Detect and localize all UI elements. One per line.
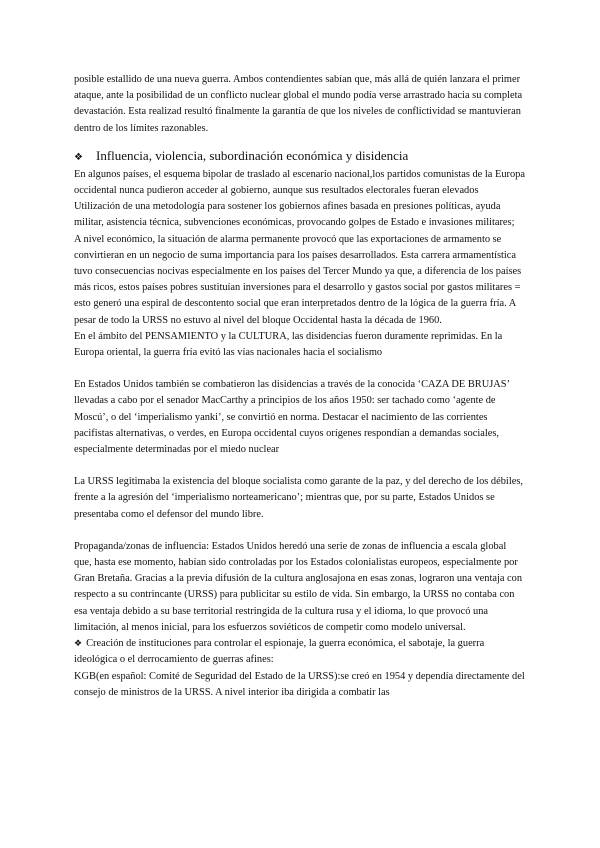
paragraph-institutions-text: Creación de instituciones para controlar el espionaje, la guerra económica, el sabotaje, la guerra ideológica o el derrocamiento de guerras afines: bbox=[74, 638, 485, 666]
paragraph-methodology: Utilización de una metodología para sostener los gobiernos afines basada en presiones políticas, ayuda militar, asistencia técnica, subvenciones económicas, provocando golpes de Estado e invasiones militares; bbox=[74, 201, 515, 229]
paragraph-economic-level: A nivel económico, la situación de alarma permanente provocó que las exportaciones de armamento se convirtieran en un negocio de suma importancia para los países desarrollados. Esta carrera armamentística tuvo consecuencias nocivas especialmente en los países del Tercer Mundo ya que, a diferencia de los países más ricos, estos países pobres sustituían inversiones para el desarrollo y gastos social por gastos militares = esto generó una espiral de descontento social que eran interpretados dentro de la lógica de la guerra fría. A pesar de todo la URSS no estuvo al nivel del bloque Occidental hasta la década de 1960. bbox=[74, 233, 522, 326]
paragraph-bipolar-scheme: En algunos países, el esquema bipolar de traslado al escenario nacional,los partidos comunistas de la Europa occidental nunca pudieron acceder al gobierno, aunque sus resultados electorales fueran elevados bbox=[74, 168, 525, 197]
paragraph-propaganda: Propaganda/zonas de influencia: Estados Unidos heredó una serie de zonas de influencia a escala global que, hasta ese momento, habían sido controladas por los Estados colonialistas europeos, especialmente por Gran Bretaña. Gracias a la previa difusión de la cultura anglosajona en esas zonas, lograron una ventaja con respecto a su contrincante (URSS) para publicitar su estilo de vida. Sin embargo, la URSS no contaba con esa ventaja debido a su base territorial restringida de la cultura rusa y el idioma, lo que provocó una limitación, al menos inicial, para los esfuerzos soviéticos de competir como modelo universal. bbox=[74, 540, 523, 633]
paragraph-kgb: KGB(en español: Comité de Seguridad del Estado de la URSS):se creó en 1954 y dependía directamente del consejo de ministros de la URSS. A nivel interior iba dirigida a combatir las bbox=[74, 670, 525, 698]
diamond-bullet-icon: ❖ bbox=[74, 151, 83, 163]
diamond-bullet-icon: ❖ bbox=[74, 639, 83, 650]
section-heading-text: Influencia, violencia, subordinación económica y disidencia bbox=[96, 147, 409, 163]
document-page bbox=[74, 72, 526, 701]
paragraph-urss-legitimacy: La URSS legitimaba la existencia del bloque socialista como garante de la paz, y del derecho de los débiles, frente a la agresión del ‘imperialismo norteamericano’; mientras que, por su parte, Estados Unidos se presentaba como el defensor del mundo libre. bbox=[74, 476, 523, 520]
paragraph-united-states-dissidence: En Estados Unidos también se combatieron las disidencias a través de la conocida ‘CAZA DE BRUJAS’ llevadas a cabo por el senador MacCarthy a principios de los años 1950: ser tachado como ‘agente de Moscú’, o del ‘imperialismo yanki’, se convirtió en norma. Destacar el nacimiento de las corrientes pacifistas alternativas, o verdes, en Europa occidental cuyos orígenes respondían a demandas sociales, especialmente determinadas por el miedo nuclear bbox=[74, 379, 510, 456]
paragraph-gap bbox=[74, 458, 526, 474]
paragraph-gap bbox=[74, 523, 526, 539]
paragraph-institutions bbox=[74, 636, 526, 668]
paragraph-gap bbox=[74, 361, 526, 377]
paragraph-nuclear-deterrence: posible estallido de una nueva guerra. Ambos contendientes sabían que, más allá de quién lanzara el primer ataque, ante la posibilidad de un conflicto nuclear global el mundo podía verse arrastrado hacia su completa devastación. Esta realizad resultó finalmente la garantía de que los niveles de conflictividad se mantuvieran dentro de los límites razonables. bbox=[74, 74, 523, 134]
section-heading bbox=[74, 147, 526, 167]
paragraph-thought-culture: En el ámbito del PENSAMIENTO y la CULTURA, las disidencias fueron duramente reprimidas. En la Europa oriental, la guerra fría evitó las vías nacionales hacia el socialismo bbox=[74, 330, 503, 359]
